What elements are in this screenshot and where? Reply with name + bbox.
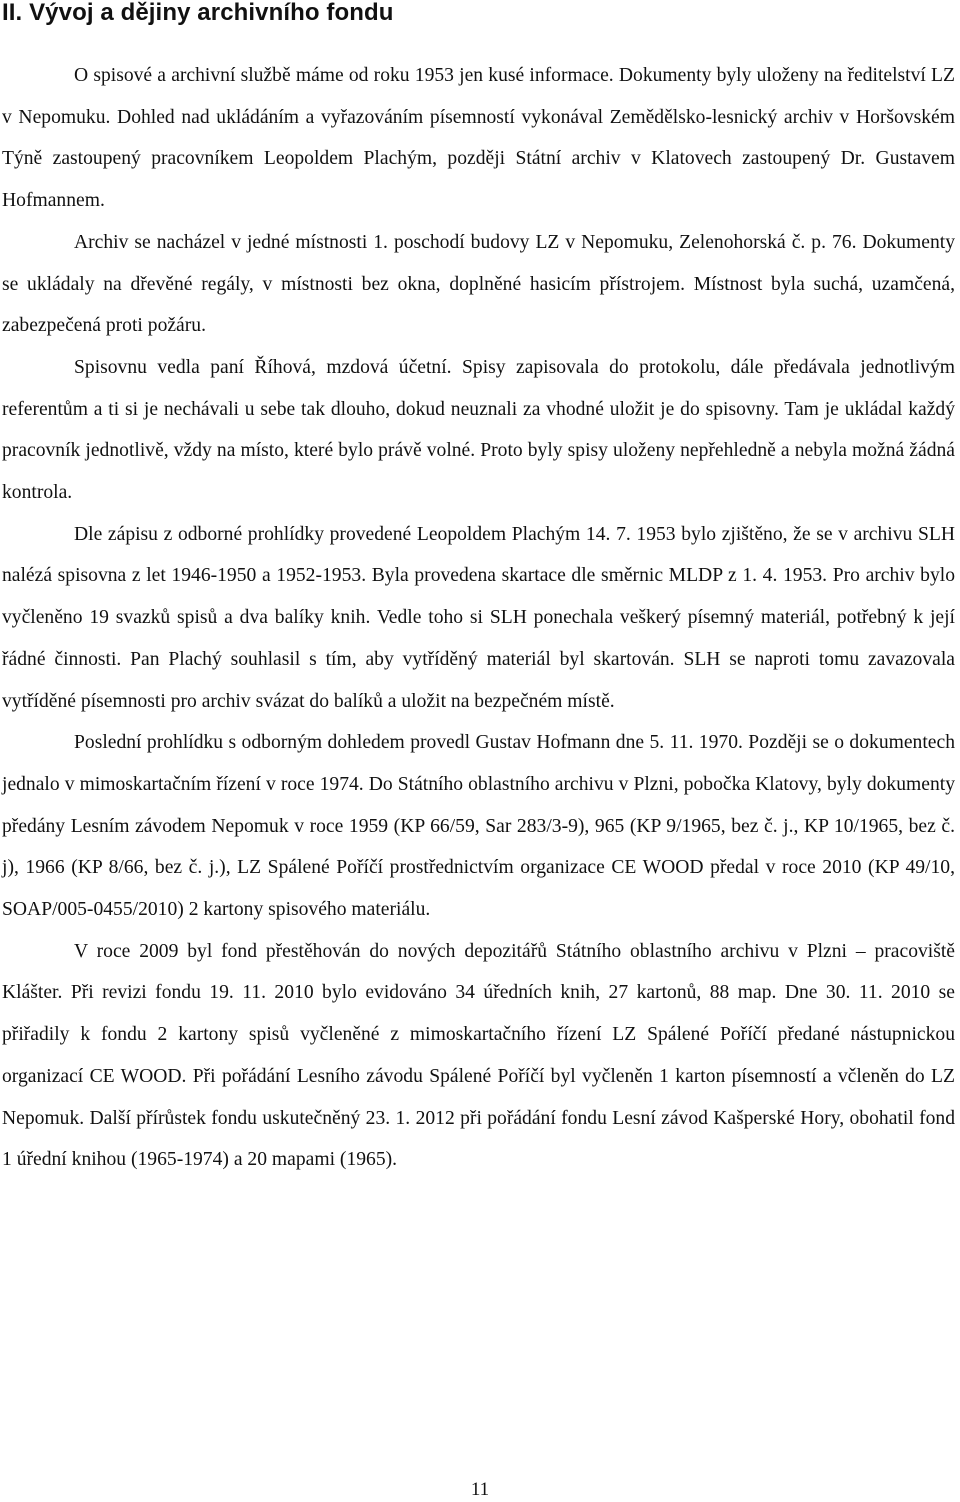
paragraph-6: V roce 2009 byl fond přestěhován do nových depozitářů Státního oblastního archivu v Plzni – pracoviště Klášter. Při revizi fondu 19. 11. 2010 bylo evidováno 34 úředních knih, 27 kartonů, 88 map. Dne 30. 11. 2010 se přiřadily k fondu 2 kartony spisů vyčleněné z mimoskartačního řízení LZ Spálené Poříčí předané nástupnickou organizací CE WOOD. Při pořádání Lesního závodu Spálené Poříčí byl vyčleněn 1 karton písemností a včleněn do LZ Nepomuk. Další přírůstek fondu uskutečněný 23. 1. 2012 při pořádání fondu Lesní závod Kašperské Hory, obohatil fond 1 úřední knihou (1965-1974) a 20 mapami (1965). xyxy=(2,940,955,1171)
paragraph-2: Archiv se nacházel v jedné místnosti 1. poschodí budovy LZ v Nepomuku, Zelenohorská č. p. 76. Dokumenty se ukládaly na dřevěné regály, v místnosti bez okna, doplněné hasicím přístrojem. Místnost byla suchá, uzamčená, zabezpečená proti požáru. xyxy=(2,231,955,337)
paragraph-4: Dle zápisu z odborné prohlídky provedené Leopoldem Plachým 14. 7. 1953 bylo zjištěno, že se v archivu SLH nalézá spisovna z let 1946-1950 a 1952-1953. Byla provedena skartace dle směrnic MLDP z 1. 4. 1953. Pro archiv bylo vyčleněno 19 svazků spisů a dva balíky knih. Vedle toho si SLH ponechala veškerý písemný materiál, potřebný k její řádné činnosti. Pan Plachý souhlasil s tím, aby vytříděný materiál byl skartován. SLH se naproti tomu zavazovala vytříděné písemnosti pro archiv svázat do balíků a uložit na bezpečném místě. xyxy=(2,523,955,712)
paragraph-1: O spisové a archivní službě máme od roku 1953 jen kusé informace. Dokumenty byly uloženy na ředitelství LZ v Nepomuku. Dohled nad ukládáním a vyřazováním písemností vykonával Zemědělsko-lesnický archiv v Horšovském Týně zastoupený pracovníkem Leopoldem Plachým, později Státní archiv v Klatovech zastoupený Dr. Gustavem Hofmannem. xyxy=(2,65,955,212)
body-text xyxy=(2,55,955,1181)
section-heading: II. Vývoj a dějiny archivního fondu xyxy=(2,0,394,26)
paragraph-5: Poslední prohlídku s odborným dohledem provedl Gustav Hofmann dne 5. 11. 1970. Později se o dokumentech jednalo v mimoskartačním řízení v roce 1974. Do Státního oblastního archivu v Plzni, pobočka Klatovy, byly dokumenty předány Lesním závodem Nepomuk v roce 1959 (KP 66/59, Sar 283/3-9), 965 (KP 9/1965, bez č. j., KP 10/1965, bez č. j), 1966 (KP 8/66, bez č. j.), LZ Spálené Poříčí prostřednictvím organizace CE WOOD předal v roce 2010 (KP 49/10, SOAP/005-0455/2010) 2 kartony spisového materiálu. xyxy=(2,732,955,921)
page-number: 11 xyxy=(470,1479,490,1500)
paragraph-3: Spisovnu vedla paní Říhová, mzdová účetní. Spisy zapisovala do protokolu, dále předávala jednotlivým referentům a ti si je nechávali u sebe tak dlouho, dokud neuznali za vhodné uložit je do spisovny. Tam je ukládal každý pracovník jednotlivě, vždy na místo, které bylo právě volné. Proto byly spisy uloženy nepřehledně a nebyla možná žádná kontrola. xyxy=(2,356,955,504)
